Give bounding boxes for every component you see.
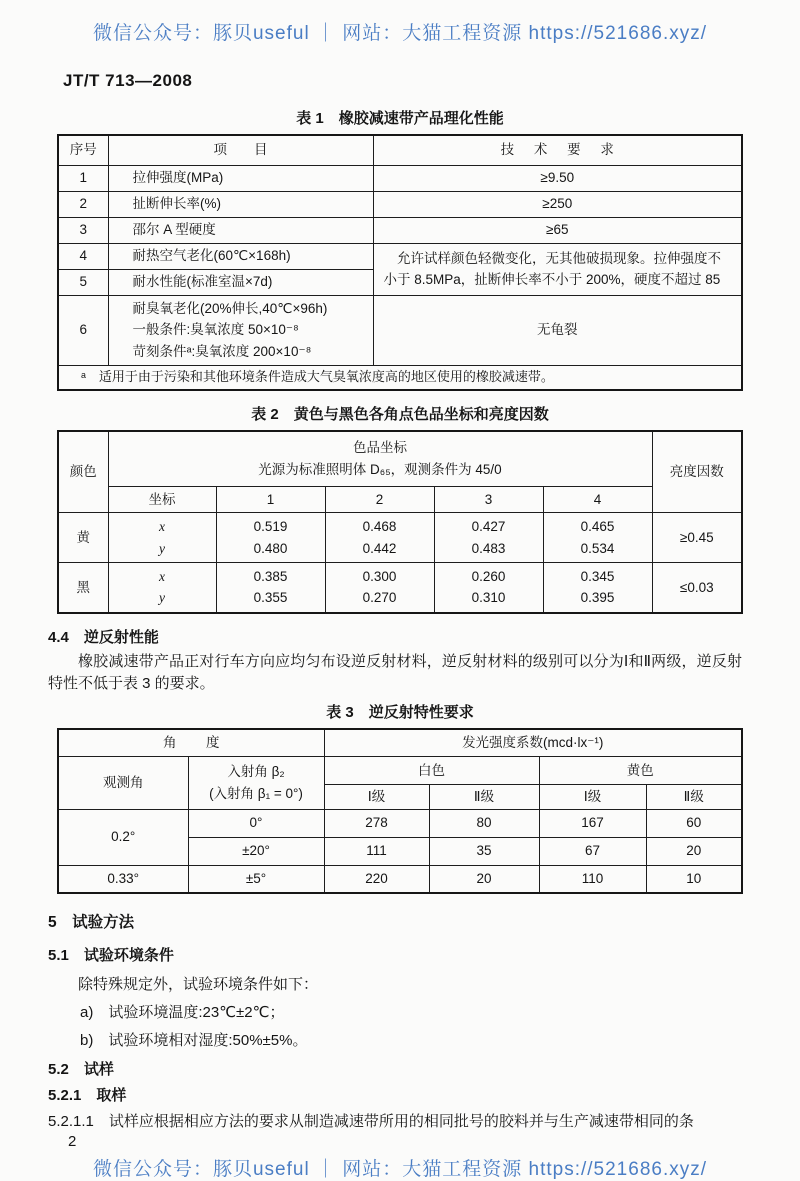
t3-cell-value: 10 bbox=[646, 865, 742, 893]
list-item-a: a) 试验环境温度:23℃±2℃； bbox=[80, 1004, 285, 1022]
t2-y-label: y bbox=[159, 540, 165, 556]
t2-x-value: 0.385 bbox=[253, 568, 288, 584]
t1-cell-item: 拉伸强度(MPa) bbox=[108, 165, 373, 191]
table1-header-row bbox=[58, 135, 742, 165]
table-row bbox=[58, 243, 742, 269]
t2-x-value: 0.345 bbox=[580, 568, 615, 584]
t1-cell-no: 4 bbox=[58, 243, 108, 269]
t2-y-value: 0.480 bbox=[253, 540, 288, 556]
t1-cell-item: 邵尔 A 型硬度 bbox=[108, 217, 373, 243]
t3-cell-observation: 0.2° bbox=[58, 809, 188, 865]
table2-title: 表 2 黄色与黑色各角点色品坐标和亮度因数 bbox=[251, 405, 549, 423]
t1-cell-no: 5 bbox=[58, 269, 108, 295]
section-5-heading: 5 试验方法 bbox=[48, 914, 135, 932]
t2-cell-values bbox=[216, 513, 325, 563]
t3-entrance-line: (入射角 β₁ = 0°) bbox=[209, 785, 303, 801]
table1-header-item: 项 目 bbox=[108, 135, 373, 165]
t2-y-label: y bbox=[159, 590, 165, 606]
t3-cell-value: 80 bbox=[429, 809, 539, 837]
table3 bbox=[57, 728, 743, 895]
t3-cell-value: 60 bbox=[646, 809, 742, 837]
table1-header-requirement: 技 术 要 求 bbox=[373, 135, 742, 165]
t1-cell-item: 扯断伸长率(%) bbox=[108, 191, 373, 217]
section-5-2-1-1-text: 5.2.1.1 试样应根据相应方法的要求从制造减速带所用的相同批号的胶料并与生产减速带相同的条 bbox=[48, 1113, 694, 1131]
t1-item-line: 一般条件:臭氧浓度 50×10⁻⁸ bbox=[132, 322, 299, 338]
t2-chroma-title: 色品坐标 bbox=[353, 440, 407, 456]
t2-header-point: 4 bbox=[543, 487, 652, 513]
t2-x-value: 0.260 bbox=[471, 568, 506, 584]
t2-x-value: 0.468 bbox=[362, 518, 397, 534]
t2-cell-values bbox=[216, 563, 325, 613]
t3-cell-value: 67 bbox=[539, 837, 646, 865]
t3-cell-value: 111 bbox=[324, 837, 429, 865]
table3-title: 表 3 逆反射特性要求 bbox=[326, 703, 474, 721]
t2-header-coord: 坐标 bbox=[108, 487, 216, 513]
t3-cell-entrance: ±5° bbox=[188, 865, 324, 893]
t3-cell-observation: 0.33° bbox=[58, 865, 188, 893]
t2-y-value: 0.395 bbox=[580, 590, 615, 606]
t3-header-entrance bbox=[188, 757, 324, 810]
table-row bbox=[58, 165, 742, 191]
t2-cell-values bbox=[543, 513, 652, 563]
table1-footnote: ᵃ 适用于由于污染和其他环境条件造成大气臭氧浓度高的地区使用的橡胶减速带。 bbox=[58, 365, 742, 389]
t2-cell-values bbox=[434, 513, 543, 563]
t3-cell-value: 110 bbox=[539, 865, 646, 893]
t2-y-value: 0.483 bbox=[471, 540, 506, 556]
standard-number: JT/T 713—2008 bbox=[63, 71, 193, 90]
t2-cell-color: 黄 bbox=[58, 513, 108, 563]
t2-cell-color: 黑 bbox=[58, 563, 108, 613]
t1-cell-req: 无龟裂 bbox=[373, 295, 742, 365]
table1-header-no: 序号 bbox=[58, 135, 108, 165]
t2-chroma-subtitle: 光源为标准照明体 D₆₅，观测条件为 45/0 bbox=[258, 461, 502, 477]
table1-footnote-row bbox=[58, 365, 742, 389]
table-row bbox=[58, 513, 742, 563]
t3-header-class: Ⅰ级 bbox=[324, 785, 429, 810]
t3-cell-entrance: ±20° bbox=[188, 837, 324, 865]
t1-item-line: 耐臭氧老化(20%伸长,40℃×96h) bbox=[132, 300, 328, 316]
section-4-4-paragraph: 橡胶减速带产品正对行车方向应均匀布设逆反射材料，逆反射材料的级别可以分为Ⅰ和Ⅱ两级，逆反射特性不低于表 3 的要求。 bbox=[48, 652, 742, 692]
t3-header-class: Ⅱ级 bbox=[646, 785, 742, 810]
t1-cell-req: ≥9.50 bbox=[373, 165, 742, 191]
table2-header-row2 bbox=[58, 487, 742, 513]
section-5-1-heading: 5.1 试验环境条件 bbox=[48, 947, 174, 965]
t2-cell-luminance: ≤0.03 bbox=[652, 563, 742, 613]
table-row bbox=[58, 191, 742, 217]
section-4-4-heading: 4.4 逆反射性能 bbox=[48, 628, 159, 646]
t2-y-value: 0.310 bbox=[471, 590, 506, 606]
t2-header-color: 颜色 bbox=[58, 431, 108, 513]
t1-cell-item-multiline bbox=[108, 295, 373, 365]
t2-cell-coord-labels bbox=[108, 513, 216, 563]
t2-cell-values bbox=[325, 513, 434, 563]
t1-cell-req: ≥250 bbox=[373, 191, 742, 217]
t1-item-line: 苛刻条件ᵃ:臭氧浓度 200×10⁻⁸ bbox=[132, 343, 312, 359]
t3-header-class: Ⅱ级 bbox=[429, 785, 539, 810]
t3-cell-value: 20 bbox=[429, 865, 539, 893]
t2-x-value: 0.465 bbox=[580, 518, 615, 534]
t2-header-point: 1 bbox=[216, 487, 325, 513]
t1-merged-requirement: 允许试样颜色轻微变化，无其他破损现象。拉伸强度不小于 8.5MPa，扯断伸长率不小于 200%，硬度不超过 85 bbox=[373, 243, 742, 295]
t2-cell-values bbox=[543, 563, 652, 613]
t1-cell-item: 耐热空气老化(60℃×168h) bbox=[108, 243, 373, 269]
t1-cell-no: 1 bbox=[58, 165, 108, 191]
section-5-2-1-heading: 5.2.1 取样 bbox=[48, 1087, 127, 1105]
t2-cell-coord-labels bbox=[108, 563, 216, 613]
table3-header-row1 bbox=[58, 729, 742, 757]
top-banner: 微信公众号：豚贝useful ｜ 网站：大猫工程资源 https://521686.xyz/ bbox=[92, 23, 708, 44]
t3-entrance-line: 入射角 β₂ bbox=[227, 764, 285, 780]
table1-title: 表 1 橡胶减速带产品理化性能 bbox=[296, 110, 504, 127]
table-row bbox=[58, 865, 742, 893]
t3-header-coefficient: 发光强度系数(mcd·lx⁻¹) bbox=[324, 729, 742, 757]
t2-header-point: 3 bbox=[434, 487, 543, 513]
t3-cell-value: 167 bbox=[539, 809, 646, 837]
t2-cell-values bbox=[325, 563, 434, 613]
t2-cell-luminance: ≥0.45 bbox=[652, 513, 742, 563]
t3-header-observation: 观测角 bbox=[58, 757, 188, 810]
t3-cell-value: 20 bbox=[646, 837, 742, 865]
t3-header-class: Ⅰ级 bbox=[539, 785, 646, 810]
table-row bbox=[58, 217, 742, 243]
t3-cell-entrance: 0° bbox=[188, 809, 324, 837]
table2 bbox=[57, 430, 743, 614]
t2-x-value: 0.519 bbox=[253, 518, 288, 534]
table-row bbox=[58, 295, 742, 365]
t2-x-value: 0.427 bbox=[471, 518, 506, 534]
page-number: 2 bbox=[68, 1133, 77, 1151]
t2-x-label: x bbox=[159, 518, 165, 534]
t1-cell-no: 6 bbox=[58, 295, 108, 365]
t2-header-luminance: 亮度因数 bbox=[652, 431, 742, 513]
t2-y-value: 0.534 bbox=[580, 540, 615, 556]
table3-header-row2 bbox=[58, 757, 742, 785]
t2-x-value: 0.300 bbox=[362, 568, 397, 584]
section-5-2-heading: 5.2 试样 bbox=[48, 1061, 114, 1079]
table2-header-row1 bbox=[58, 431, 742, 487]
t3-cell-value: 35 bbox=[429, 837, 539, 865]
t2-header-chromaticity bbox=[108, 431, 652, 487]
t1-cell-item: 耐水性能(标准室温×7d) bbox=[108, 269, 373, 295]
t2-header-point: 2 bbox=[325, 487, 434, 513]
bottom-banner: 微信公众号：豚贝useful ｜ 网站：大猫工程资源 https://521686.xyz/ bbox=[92, 1159, 708, 1181]
t3-header-yellow: 黄色 bbox=[539, 757, 742, 785]
t1-cell-no: 3 bbox=[58, 217, 108, 243]
table1 bbox=[57, 134, 743, 391]
table-row bbox=[58, 563, 742, 613]
table-row bbox=[58, 809, 742, 837]
list-item-b: b) 试验环境相对湿度:50%±5%。 bbox=[80, 1032, 308, 1050]
section-5-1-intro: 除特殊规定外，试验环境条件如下： bbox=[78, 976, 319, 994]
t1-cell-no: 2 bbox=[58, 191, 108, 217]
t2-y-value: 0.355 bbox=[253, 590, 288, 606]
t2-y-value: 0.270 bbox=[362, 590, 397, 606]
t2-y-value: 0.442 bbox=[362, 540, 397, 556]
t3-cell-value: 220 bbox=[324, 865, 429, 893]
t1-cell-req: ≥65 bbox=[373, 217, 742, 243]
t3-header-white: 白色 bbox=[324, 757, 539, 785]
t2-x-label: x bbox=[159, 568, 165, 584]
t3-header-angle: 角 度 bbox=[58, 729, 324, 757]
t3-cell-value: 278 bbox=[324, 809, 429, 837]
t2-cell-values bbox=[434, 563, 543, 613]
